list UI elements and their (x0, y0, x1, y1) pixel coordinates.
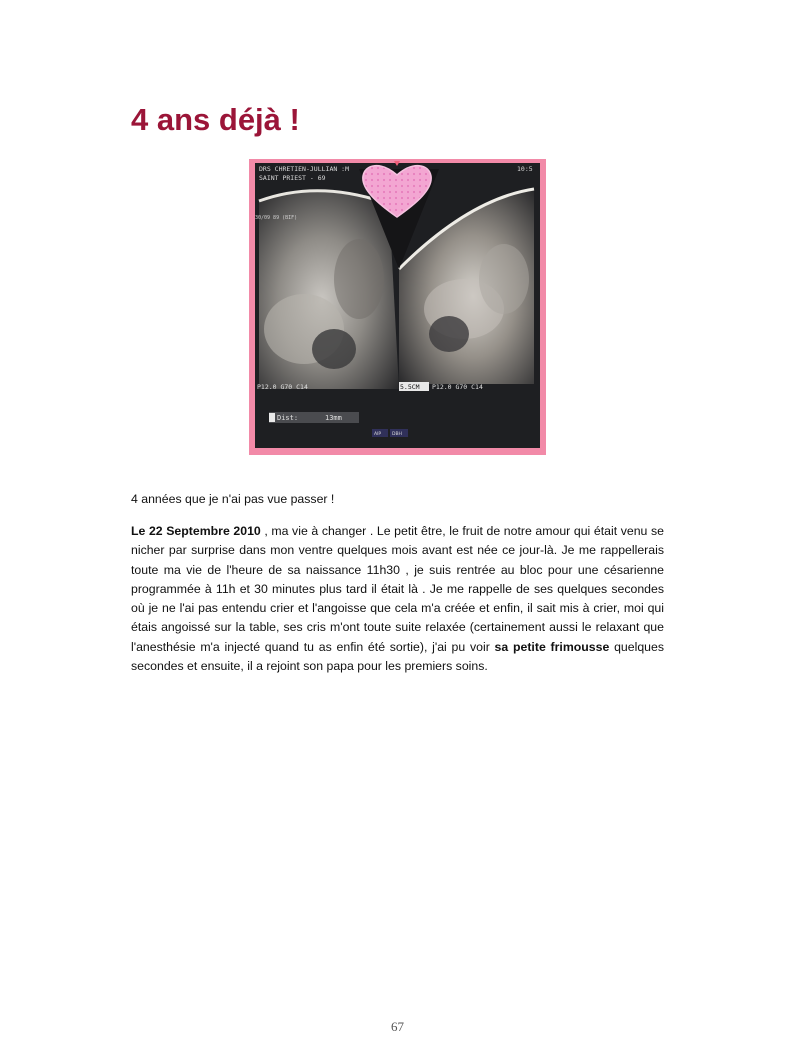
page-number: 67 (391, 1019, 404, 1034)
date-bold: Le 22 Septembre 2010 (131, 524, 261, 538)
header-left-line2: SAINT PRIEST - 69 (259, 174, 326, 182)
dist-label: Dist: (277, 414, 299, 422)
page-title: 4 ans déjà ! (131, 102, 300, 137)
body-text-a: , ma vie à changer . Le petit être, le fruit de notre amour qui était venu se nicher par surprise dans mon ventre quelques mois avant est née ce jour-là. Je me rappellerais toute ma vie de l'heure de sa naissance 11h30 , je suis rentrée au bloc pour une césarienne programmée à 11h et 30 minutes plus tard il était là . Je me rappelle de ses quelques secondes où je ne l'ai pas entendu crier et l'angoisse que cela m'a créée et enfin, il sait mis à crier, moi qui étais angoissé sur la table, ses cris m'ont toute suite relaxée (certainement aussi le relaxant que l'anesthésie m'a injecté quand tu as enfin été sortie), j'ai pu voir (131, 524, 664, 654)
left-params: P12.0 G70 C14 (257, 383, 308, 391)
right-tag: 5.5CM (400, 383, 420, 391)
bottom-label-aip: AIP (374, 432, 382, 437)
right-params: P12.0 G70 C14 (432, 383, 483, 391)
ultrasound-image (249, 159, 546, 455)
intro-paragraph: 4 années que je n'ai pas vue passer ! (131, 492, 335, 506)
body-text-b: quelques secondes et ensuite, il a rejoint son papa pour les premiers soins. (131, 639, 664, 674)
header-right: 10:5 (517, 165, 533, 173)
body-paragraph (131, 522, 664, 676)
header-left-line1: DRS CHRETIEN-JULLIAN :M (259, 165, 350, 173)
dist-value: 13mm (325, 414, 342, 422)
ultrasound-photo (249, 159, 546, 455)
side-labels: 30/09 89 (BIF) (255, 215, 298, 221)
bottom-label-dbh: DBH (392, 432, 402, 437)
frimousse-bold: sa petite frimousse (494, 639, 610, 654)
